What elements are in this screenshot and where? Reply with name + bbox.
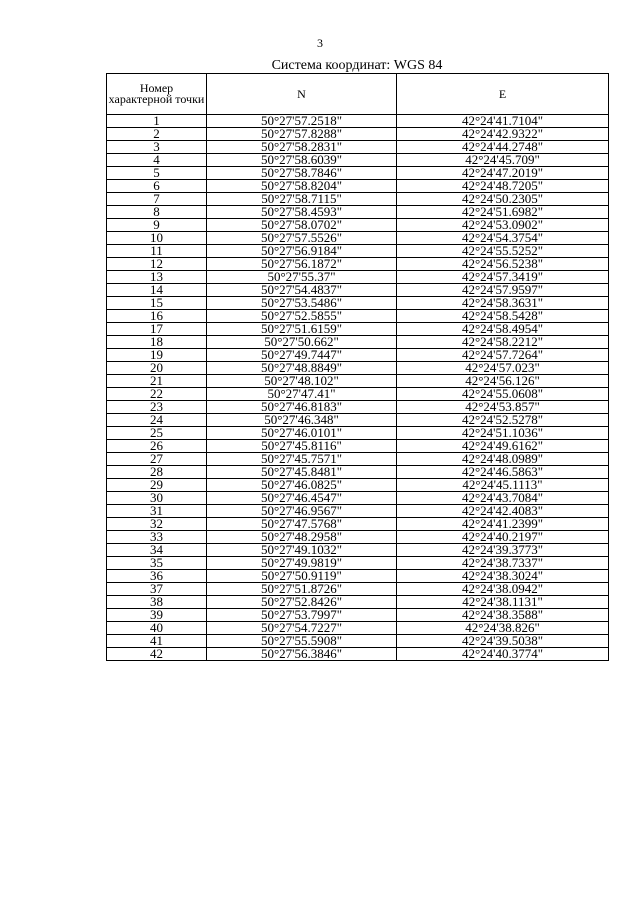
header-e: E bbox=[397, 74, 609, 115]
e-coordinate-cell: 42°24'52.5278" bbox=[397, 414, 609, 427]
e-coordinate-cell: 42°24'47.2019" bbox=[397, 167, 609, 180]
n-coordinate-cell: 50°27'55.37" bbox=[207, 271, 397, 284]
n-coordinate-cell: 50°27'46.9567" bbox=[207, 505, 397, 518]
table-row bbox=[107, 622, 609, 635]
coordinate-system-caption: Система координат: WGS 84 bbox=[271, 58, 443, 73]
e-coordinate-cell: 42°24'51.6982" bbox=[397, 206, 609, 219]
e-coordinate-cell: 42°24'38.3024" bbox=[397, 570, 609, 583]
coordinates-table bbox=[106, 73, 609, 661]
point-number-cell: 32 bbox=[107, 518, 207, 531]
n-coordinate-cell: 50°27'58.8204" bbox=[207, 180, 397, 193]
e-coordinate-cell: 42°24'38.3588" bbox=[397, 609, 609, 622]
n-coordinate-cell: 50°27'50.662" bbox=[207, 336, 397, 349]
e-coordinate-cell: 42°24'48.7205" bbox=[397, 180, 609, 193]
e-coordinate-cell: 42°24'38.826" bbox=[397, 622, 609, 635]
point-number-cell: 38 bbox=[107, 596, 207, 609]
point-number-cell: 33 bbox=[107, 531, 207, 544]
point-number-cell: 13 bbox=[107, 271, 207, 284]
e-coordinate-cell: 42°24'57.9597" bbox=[397, 284, 609, 297]
point-number-cell: 11 bbox=[107, 245, 207, 258]
table-row bbox=[107, 219, 609, 232]
point-number-cell: 37 bbox=[107, 583, 207, 596]
n-coordinate-cell: 50°27'58.2831" bbox=[207, 141, 397, 154]
table-row bbox=[107, 115, 609, 128]
n-coordinate-cell: 50°27'54.7227" bbox=[207, 622, 397, 635]
table-row bbox=[107, 362, 609, 375]
point-number-cell: 21 bbox=[107, 375, 207, 388]
e-coordinate-cell: 42°24'58.3631" bbox=[397, 297, 609, 310]
e-coordinate-cell: 42°24'57.023" bbox=[397, 362, 609, 375]
n-coordinate-cell: 50°27'46.0825" bbox=[207, 479, 397, 492]
e-coordinate-cell: 42°24'38.1131" bbox=[397, 596, 609, 609]
table-row bbox=[107, 141, 609, 154]
table-row bbox=[107, 440, 609, 453]
e-coordinate-cell: 42°24'41.2399" bbox=[397, 518, 609, 531]
table-row bbox=[107, 323, 609, 336]
e-coordinate-cell: 42°24'39.5038" bbox=[397, 635, 609, 648]
e-coordinate-cell: 42°24'55.5252" bbox=[397, 245, 609, 258]
page-number: 3 bbox=[317, 36, 323, 50]
point-number-cell: 29 bbox=[107, 479, 207, 492]
n-coordinate-cell: 50°27'58.7115" bbox=[207, 193, 397, 206]
n-coordinate-cell: 50°27'49.1032" bbox=[207, 544, 397, 557]
point-number-cell: 14 bbox=[107, 284, 207, 297]
n-coordinate-cell: 50°27'46.8183" bbox=[207, 401, 397, 414]
n-coordinate-cell: 50°27'50.9119" bbox=[207, 570, 397, 583]
table-row bbox=[107, 206, 609, 219]
point-number-cell: 5 bbox=[107, 167, 207, 180]
n-coordinate-cell: 50°27'46.0101" bbox=[207, 427, 397, 440]
header-n: N bbox=[207, 74, 397, 115]
point-number-cell: 42 bbox=[107, 648, 207, 661]
point-number-cell: 35 bbox=[107, 557, 207, 570]
e-coordinate-cell: 42°24'42.4083" bbox=[397, 505, 609, 518]
e-coordinate-cell: 42°24'53.857" bbox=[397, 401, 609, 414]
table-row bbox=[107, 271, 609, 284]
table-row bbox=[107, 570, 609, 583]
n-coordinate-cell: 50°27'58.7846" bbox=[207, 167, 397, 180]
point-number-cell: 30 bbox=[107, 492, 207, 505]
n-coordinate-cell: 50°27'51.8726" bbox=[207, 583, 397, 596]
point-number-cell: 3 bbox=[107, 141, 207, 154]
point-number-cell: 15 bbox=[107, 297, 207, 310]
table-row bbox=[107, 336, 609, 349]
e-coordinate-cell: 42°24'40.3774" bbox=[397, 648, 609, 661]
n-coordinate-cell: 50°27'58.0702" bbox=[207, 219, 397, 232]
table-row bbox=[107, 258, 609, 271]
table-row bbox=[107, 505, 609, 518]
table-row bbox=[107, 284, 609, 297]
e-coordinate-cell: 42°24'51.1036" bbox=[397, 427, 609, 440]
point-number-cell: 25 bbox=[107, 427, 207, 440]
table-row bbox=[107, 193, 609, 206]
point-number-cell: 39 bbox=[107, 609, 207, 622]
n-coordinate-cell: 50°27'48.8849" bbox=[207, 362, 397, 375]
point-number-cell: 18 bbox=[107, 336, 207, 349]
table-row bbox=[107, 648, 609, 661]
e-coordinate-cell: 42°24'41.7104" bbox=[397, 115, 609, 128]
point-number-cell: 41 bbox=[107, 635, 207, 648]
point-number-cell: 4 bbox=[107, 154, 207, 167]
e-coordinate-cell: 42°24'58.2212" bbox=[397, 336, 609, 349]
point-number-cell: 26 bbox=[107, 440, 207, 453]
e-coordinate-cell: 42°24'54.3754" bbox=[397, 232, 609, 245]
point-number-cell: 12 bbox=[107, 258, 207, 271]
n-coordinate-cell: 50°27'58.6039" bbox=[207, 154, 397, 167]
n-coordinate-cell: 50°27'45.7571" bbox=[207, 453, 397, 466]
n-coordinate-cell: 50°27'53.7997" bbox=[207, 609, 397, 622]
table-row bbox=[107, 557, 609, 570]
e-coordinate-cell: 42°24'50.2305" bbox=[397, 193, 609, 206]
point-number-cell: 6 bbox=[107, 180, 207, 193]
n-coordinate-cell: 50°27'52.8426" bbox=[207, 596, 397, 609]
table-row bbox=[107, 635, 609, 648]
n-coordinate-cell: 50°27'46.4547" bbox=[207, 492, 397, 505]
table-row bbox=[107, 310, 609, 323]
table-row bbox=[107, 401, 609, 414]
n-coordinate-cell: 50°27'49.7447" bbox=[207, 349, 397, 362]
table-row bbox=[107, 492, 609, 505]
table-row bbox=[107, 583, 609, 596]
e-coordinate-cell: 42°24'38.0942" bbox=[397, 583, 609, 596]
e-coordinate-cell: 42°24'45.1113" bbox=[397, 479, 609, 492]
table-row bbox=[107, 167, 609, 180]
e-coordinate-cell: 42°24'56.126" bbox=[397, 375, 609, 388]
e-coordinate-cell: 42°24'57.7264" bbox=[397, 349, 609, 362]
n-coordinate-cell: 50°27'53.5486" bbox=[207, 297, 397, 310]
e-coordinate-cell: 42°24'58.5428" bbox=[397, 310, 609, 323]
n-coordinate-cell: 50°27'45.8481" bbox=[207, 466, 397, 479]
e-coordinate-cell: 42°24'45.709" bbox=[397, 154, 609, 167]
table-row bbox=[107, 479, 609, 492]
point-number-cell: 27 bbox=[107, 453, 207, 466]
table-row bbox=[107, 297, 609, 310]
header-point-number: Номер характерной точки bbox=[107, 74, 207, 115]
table-row bbox=[107, 466, 609, 479]
n-coordinate-cell: 50°27'48.2958" bbox=[207, 531, 397, 544]
e-coordinate-cell: 42°24'55.0608" bbox=[397, 388, 609, 401]
n-coordinate-cell: 50°27'47.41" bbox=[207, 388, 397, 401]
table-row bbox=[107, 518, 609, 531]
point-number-cell: 36 bbox=[107, 570, 207, 583]
n-coordinate-cell: 50°27'56.3846" bbox=[207, 648, 397, 661]
table-row bbox=[107, 154, 609, 167]
table-row bbox=[107, 414, 609, 427]
n-coordinate-cell: 50°27'57.5526" bbox=[207, 232, 397, 245]
point-number-cell: 19 bbox=[107, 349, 207, 362]
point-number-cell: 20 bbox=[107, 362, 207, 375]
table-row bbox=[107, 544, 609, 557]
n-coordinate-cell: 50°27'57.8288" bbox=[207, 128, 397, 141]
table-row bbox=[107, 349, 609, 362]
point-number-cell: 22 bbox=[107, 388, 207, 401]
n-coordinate-cell: 50°27'45.8116" bbox=[207, 440, 397, 453]
point-number-cell: 10 bbox=[107, 232, 207, 245]
table-row bbox=[107, 596, 609, 609]
e-coordinate-cell: 42°24'46.5863" bbox=[397, 466, 609, 479]
table-row bbox=[107, 128, 609, 141]
point-number-cell: 40 bbox=[107, 622, 207, 635]
e-coordinate-cell: 42°24'57.3419" bbox=[397, 271, 609, 284]
table-row bbox=[107, 453, 609, 466]
point-number-cell: 23 bbox=[107, 401, 207, 414]
e-coordinate-cell: 42°24'49.6162" bbox=[397, 440, 609, 453]
e-coordinate-cell: 42°24'42.9322" bbox=[397, 128, 609, 141]
e-coordinate-cell: 42°24'44.2748" bbox=[397, 141, 609, 154]
point-number-cell: 1 bbox=[107, 115, 207, 128]
table-row bbox=[107, 232, 609, 245]
table-row bbox=[107, 388, 609, 401]
e-coordinate-cell: 42°24'58.4954" bbox=[397, 323, 609, 336]
n-coordinate-cell: 50°27'46.348" bbox=[207, 414, 397, 427]
table-row bbox=[107, 427, 609, 440]
point-number-cell: 2 bbox=[107, 128, 207, 141]
point-number-cell: 16 bbox=[107, 310, 207, 323]
table-row bbox=[107, 609, 609, 622]
n-coordinate-cell: 50°27'47.5768" bbox=[207, 518, 397, 531]
e-coordinate-cell: 42°24'53.0902" bbox=[397, 219, 609, 232]
point-number-cell: 9 bbox=[107, 219, 207, 232]
e-coordinate-cell: 42°24'38.7337" bbox=[397, 557, 609, 570]
point-number-cell: 7 bbox=[107, 193, 207, 206]
n-coordinate-cell: 50°27'58.4593" bbox=[207, 206, 397, 219]
n-coordinate-cell: 50°27'48.102" bbox=[207, 375, 397, 388]
n-coordinate-cell: 50°27'56.9184" bbox=[207, 245, 397, 258]
n-coordinate-cell: 50°27'49.9819" bbox=[207, 557, 397, 570]
table-header-row bbox=[107, 74, 609, 115]
point-number-cell: 31 bbox=[107, 505, 207, 518]
e-coordinate-cell: 42°24'39.3773" bbox=[397, 544, 609, 557]
table-row bbox=[107, 180, 609, 193]
table-row bbox=[107, 245, 609, 258]
n-coordinate-cell: 50°27'57.2518" bbox=[207, 115, 397, 128]
point-number-cell: 24 bbox=[107, 414, 207, 427]
n-coordinate-cell: 50°27'55.5908" bbox=[207, 635, 397, 648]
e-coordinate-cell: 42°24'48.0989" bbox=[397, 453, 609, 466]
e-coordinate-cell: 42°24'40.2197" bbox=[397, 531, 609, 544]
e-coordinate-cell: 42°24'56.5238" bbox=[397, 258, 609, 271]
point-number-cell: 8 bbox=[107, 206, 207, 219]
n-coordinate-cell: 50°27'56.1872" bbox=[207, 258, 397, 271]
point-number-cell: 17 bbox=[107, 323, 207, 336]
point-number-cell: 28 bbox=[107, 466, 207, 479]
n-coordinate-cell: 50°27'52.5855" bbox=[207, 310, 397, 323]
e-coordinate-cell: 42°24'43.7084" bbox=[397, 492, 609, 505]
n-coordinate-cell: 50°27'51.6159" bbox=[207, 323, 397, 336]
point-number-cell: 34 bbox=[107, 544, 207, 557]
table-body bbox=[107, 115, 609, 661]
n-coordinate-cell: 50°27'54.4837" bbox=[207, 284, 397, 297]
table-row bbox=[107, 375, 609, 388]
table-row bbox=[107, 531, 609, 544]
